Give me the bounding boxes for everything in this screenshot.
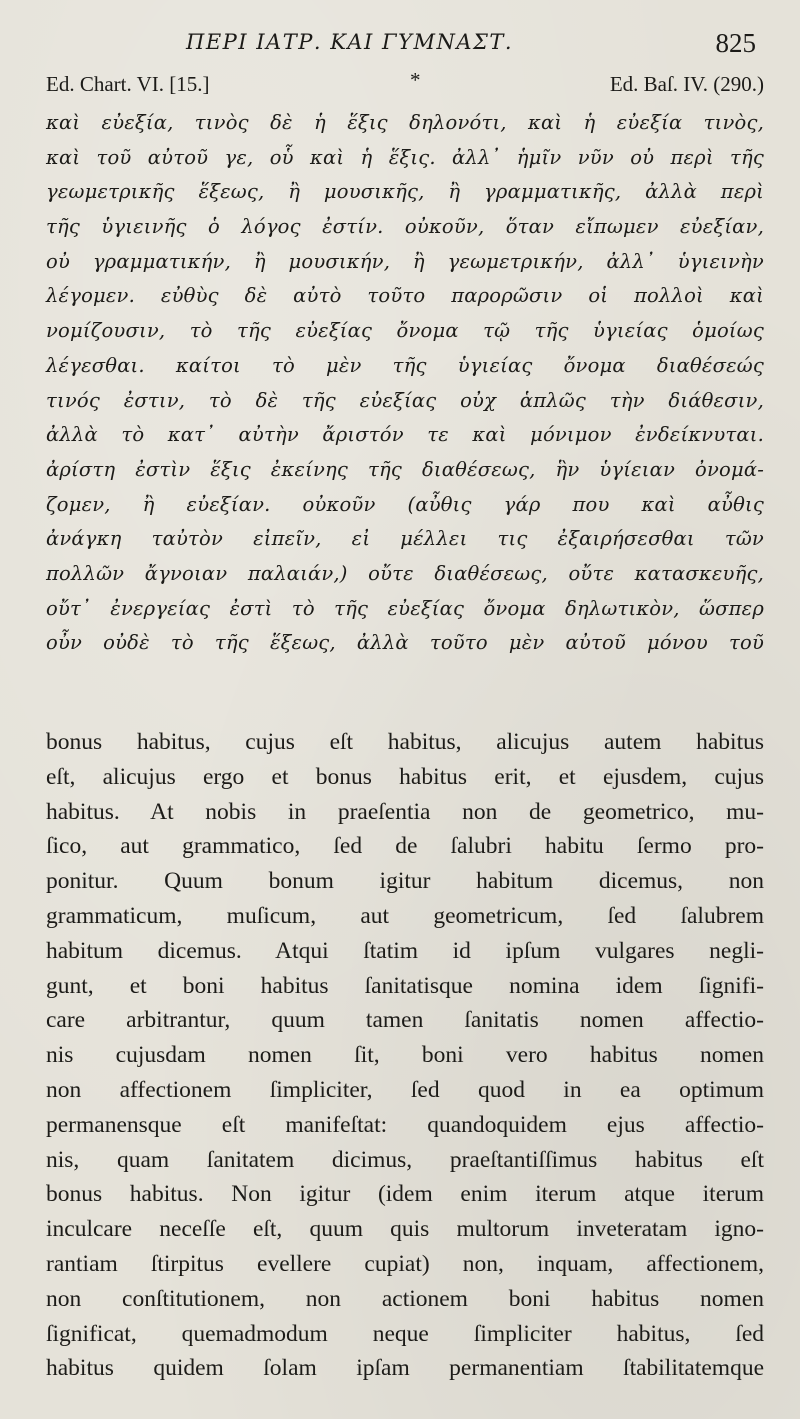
latin-text-line: bonus habitus. Non igitur (idem enim iterum atque iterum bbox=[46, 1181, 764, 1208]
greek-text-line: ἀλλὰ τὸ κατ᾽ αὐτὴν ἄριστόν τε καὶ μόνιμον ἐνδείκνυται. bbox=[46, 423, 764, 447]
latin-text-line: inculcare neceſſe eſt, quum quis multorum inveteratam igno- bbox=[46, 1216, 764, 1243]
latin-text-line: non conſtitutionem, non actionem boni habitus nomen bbox=[46, 1285, 764, 1312]
latin-text-line: grammaticum, muſicum, aut geometricum, ſed ſalubrem bbox=[46, 902, 764, 929]
greek-text-line: οὐ γραμματικήν, ἢ μουσικήν, ἢ γεωμετρικήν, ἀλλ᾽ ὑγιεινὴν bbox=[46, 249, 764, 273]
edition-basel-ref: Ed. Baſ. IV. (290.) bbox=[609, 72, 764, 96]
greek-text-line: λέγεσθαι. καίτοι τὸ μὲν τῆς ὑγιείας ὄνομα διαθέσεώς bbox=[46, 353, 764, 377]
latin-text-line: habitus quidem ſolam ipſam permanentiam ſtabilitatemque bbox=[46, 1355, 764, 1382]
greek-text-line: ζομεν, ἢ εὐεξίαν. οὐκοῦν (αὖθις γάρ που καὶ αὖθις bbox=[46, 492, 764, 516]
latin-text-line: ſico, aut grammatico, ſed de ſalubri habitu ſermo pro- bbox=[46, 833, 764, 860]
edition-line bbox=[0, 68, 800, 102]
footnote-mark: * bbox=[410, 68, 421, 92]
greek-text-line: νομίζουσιν, τὸ τῆς εὐεξίας ὄνομα τῷ τῆς ὑγιείας ὁμοίως bbox=[46, 319, 764, 343]
latin-text-line: nis, quam ſanitatem dicimus, praeſtantiſſimus habitus eſt bbox=[46, 1146, 764, 1173]
latin-text-line: habitus. At nobis in praeſentia non de geometrico, mu- bbox=[46, 798, 764, 825]
greek-text-line: ἀνάγκη ταὐτὸν εἰπεῖν, εἰ μέλλει τις ἐξαιρήσεσθαι τῶν bbox=[46, 527, 764, 551]
page-number: 825 bbox=[715, 28, 756, 58]
latin-text-line: bonus habitus, cujus eſt habitus, alicujus autem habitus bbox=[46, 729, 764, 755]
latin-text-line: non affectionem ſimpliciter, ſed quod in ea optimum bbox=[46, 1076, 764, 1103]
greek-text-line: ἀρίστη ἐστὶν ἕξις ἐκείνης τῆς διαθέσεως, ἣν ὑγίειαν ὀνομά- bbox=[46, 457, 764, 481]
latin-text-line: care arbitrantur, quum tamen ſanitatis nomen affectio- bbox=[46, 1007, 764, 1034]
greek-text-line: τινός ἐστιν, τὸ δὲ τῆς εὐεξίας οὐχ ἁπλῶς τὴν διάθεσιν, bbox=[46, 388, 764, 412]
greek-text-line: καὶ εὐεξία, τινὸς δὲ ἡ ἕξις δηλονότι, καὶ ἡ εὐεξία τινὸς, bbox=[46, 111, 764, 134]
greek-text-line: πολλῶν ἄγνοιαν παλαιάν,) οὔτε διαθέσεως, οὔτε κατασκευῆς, bbox=[46, 561, 764, 585]
latin-text-line: permanensque eſt manifeſtat: quandoquidem ejus affectio- bbox=[46, 1111, 764, 1138]
greek-text-line: τῆς ὑγιεινῆς ὁ λόγος ἐστίν. οὐκοῦν, ὅταν εἴπωμεν εὐεξίαν, bbox=[46, 215, 764, 239]
greek-text-line: λέγομεν. εὐθὺς δὲ αὐτὸ τοῦτο παρορῶσιν οἱ πολλοὶ καὶ bbox=[46, 284, 764, 308]
latin-text-line: habitum dicemus. Atqui ſtatim id ipſum vulgares negli- bbox=[46, 937, 764, 964]
latin-text-line: eſt, alicujus ergo et bonus habitus erit, et ejusdem, cujus bbox=[46, 763, 764, 790]
latin-text-block bbox=[46, 725, 764, 1386]
greek-text-line: οὖν οὐδὲ τὸ τῆς ἕξεως, ἀλλὰ τοῦτο μὲν αὐτοῦ μόνου τοῦ bbox=[46, 631, 764, 655]
greek-text-line: καὶ τοῦ αὐτοῦ γε, οὗ καὶ ἡ ἕξις. ἀλλ᾽ ἡμῖν νῦν οὐ περὶ τῆς bbox=[46, 145, 764, 169]
latin-text-line: ſignificat, quemadmodum neque ſimpliciter habitus, ſed bbox=[46, 1320, 764, 1347]
running-title: ΠΕΡΙ ΙΑΤΡ. ΚΑΙ ΓΥΜΝΑΣΤ. bbox=[186, 30, 514, 54]
latin-text-line: nis cujusdam nomen ſit, boni vero habitus nomen bbox=[46, 1042, 764, 1069]
running-head bbox=[0, 30, 800, 66]
greek-text-line: οὔτ᾽ ἐνεργείας ἐστὶ τὸ τῆς εὐεξίας ὄνομα δηλωτικὸν, ὥσπερ bbox=[46, 596, 764, 620]
latin-text-line: rantiam ſtirpitus evellere cupiat) non, inquam, affectionem, bbox=[46, 1250, 764, 1277]
edition-chartier-ref: Ed. Chart. VI. [15.] bbox=[46, 72, 210, 96]
greek-text-line: γεωμετρικῆς ἕξεως, ἢ μουσικῆς, ἢ γραμματικῆς, ἀλλὰ περὶ bbox=[46, 180, 764, 204]
latin-text-line: gunt, et boni habitus ſanitatisque nomina idem ſignifi- bbox=[46, 972, 764, 999]
latin-text-line: ponitur. Quum bonum igitur habitum dicemus, non bbox=[46, 868, 764, 895]
greek-text-block bbox=[46, 106, 764, 661]
